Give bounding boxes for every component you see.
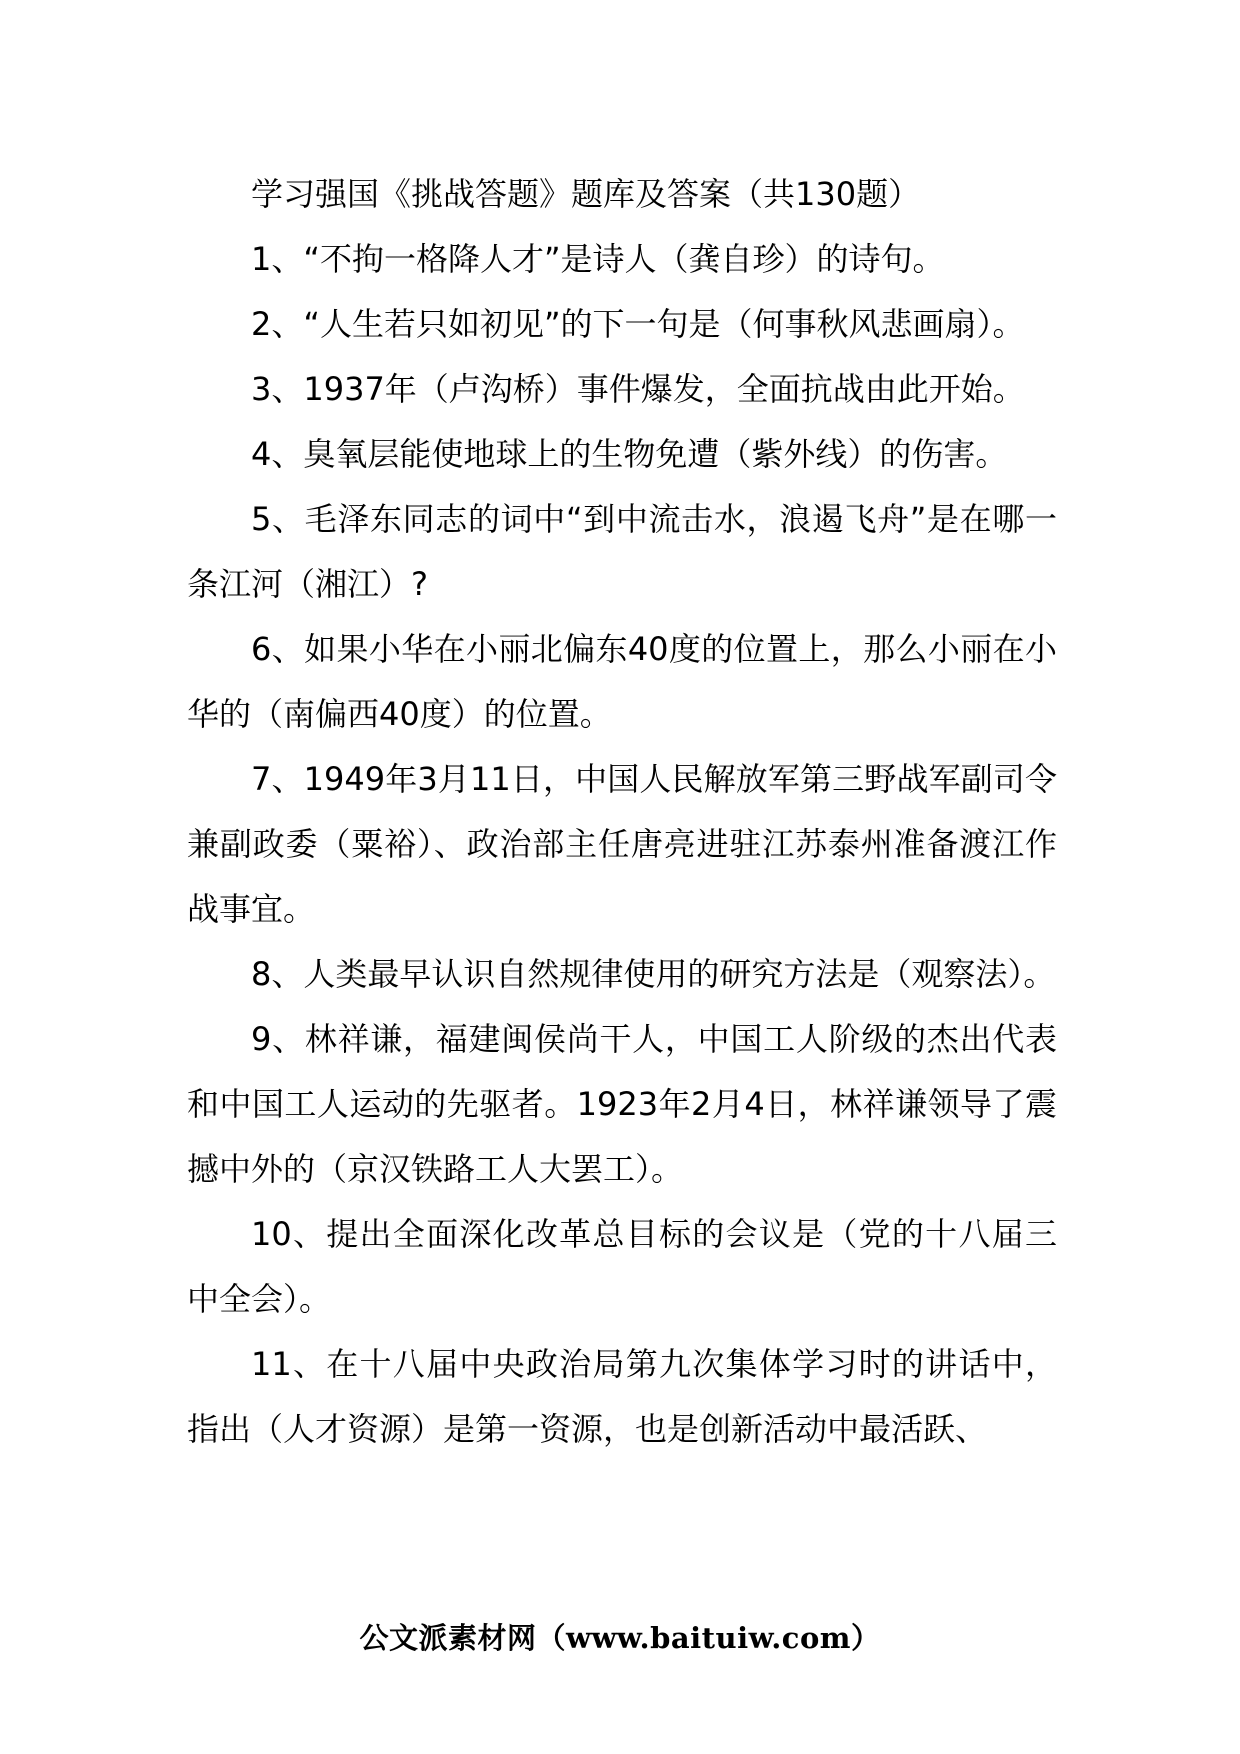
question-8: 8、人类最早认识自然规律使用的研究方法是（观察法）。 [251, 955, 1056, 993]
question-5: 5、毛泽东同志的词中“到中流击水，浪遏飞舟”是在哪一条江河（湘江）? [187, 500, 1057, 603]
question-11: 11、在十八届中央政治局第九次集体学习时的讲话中，指出（人才资源）是第一资源，也是创新活动中最活跃、 [187, 1345, 1057, 1448]
document-title: 学习强国《挑战答题》题库及答案（共130题） [251, 175, 921, 213]
question-7: 7、1949年3月11日，中国人民解放军第三野战军副司令兼副政委（粟裕）、政治部主任唐亮进驻江苏泰州准备渡江作战事宜。 [187, 760, 1057, 928]
page-footer: 公文派素材网（www.baituiw.com） [359, 1621, 881, 1655]
question-10: 10、提出全面深化改革总目标的会议是（党的十八届三中全会）。 [187, 1215, 1057, 1318]
question-2: 2、“人生若只如初见”的下一句是（何事秋风悲画扇）。 [251, 305, 1025, 343]
question-1: 1、“不拘一格降人才”是诗人（龚自珍）的诗句。 [251, 240, 945, 278]
question-4: 4、臭氧层能使地球上的生物免遭（紫外线）的伤害。 [251, 435, 1008, 473]
question-9: 9、林祥谦，福建闽侯尚干人，中国工人阶级的杰出代表和中国工人运动的先驱者。1923年2月4日，林祥谦领导了震撼中外的（京汉铁路工人大罢工）。 [187, 1020, 1057, 1188]
question-6: 6、如果小华在小丽北偏东40度的位置上，那么小丽在小华的（南偏西40度）的位置。 [187, 630, 1057, 733]
document-body [187, 162, 1057, 1462]
question-3: 3、1937年（卢沟桥）事件爆发，全面抗战由此开始。 [251, 370, 1025, 408]
